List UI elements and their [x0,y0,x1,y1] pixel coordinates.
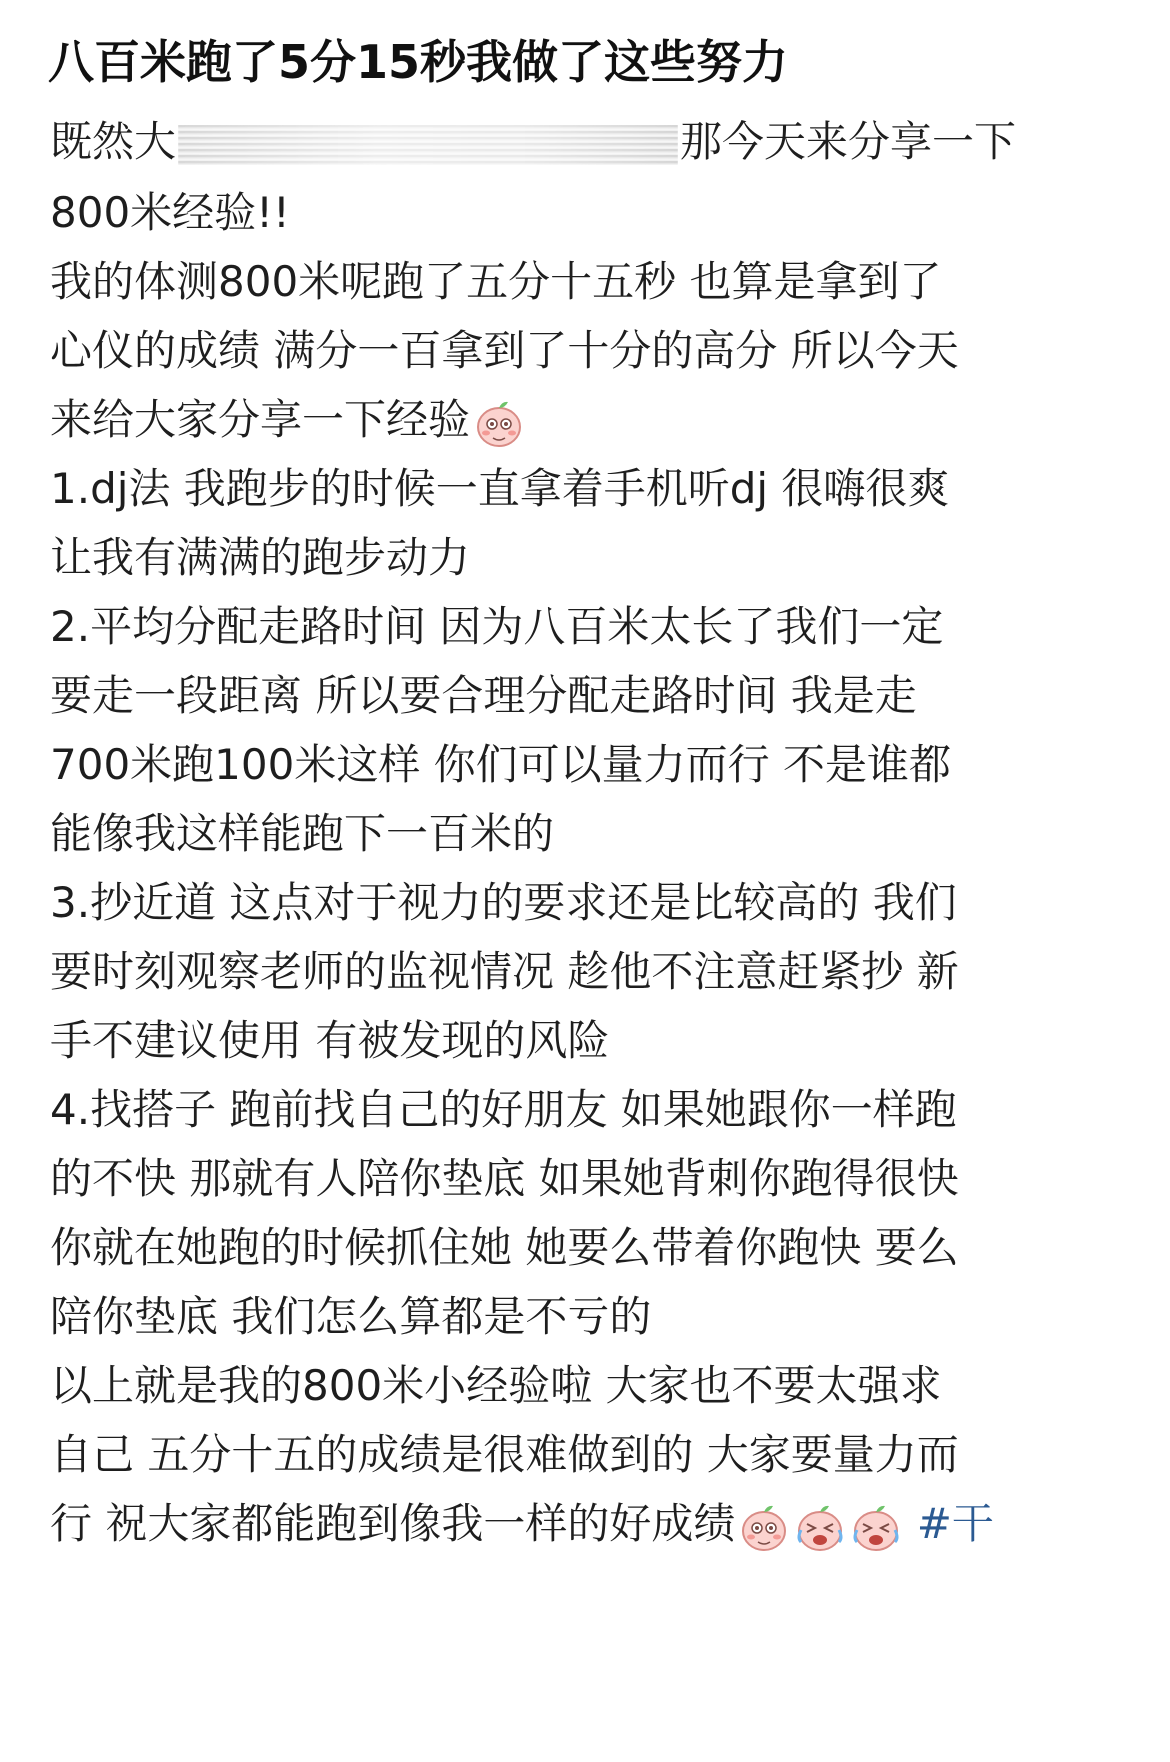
shy-peach-emoji-icon [472,396,526,450]
post-line-13: 要时刻观察老师的监视情况 趁他不注意赶紧抄 新 [50,947,959,996]
post-line-12: 3.抄近道 这点对于视力的要求还是比较高的 我们 [50,878,957,927]
post-line-9: 要走一段距离 所以要合理分配走路时间 我是走 [50,671,917,720]
line-21-text: 行 祝大家都能跑到像我一样的好成绩 [50,1499,736,1548]
post-line-1 [50,112,1016,172]
post-line-4: 心仪的成绩 满分一百拿到了十分的高分 所以今天 [50,326,959,375]
post-line-18: 陪你垫底 我们怎么算都是不亏的 [50,1292,652,1341]
line-1-end: 那今天来分享一下 [680,117,1017,166]
post-line-16: 的不快 那就有人陪你垫底 如果她背刺你跑得很快 [50,1154,959,1203]
post-line-10: 700米跑100米这样 你们可以量力而行 不是谁都 [50,740,952,789]
post-line-19: 以上就是我的800米小经验啦 大家也不要太强求 [50,1361,942,1410]
post-line-14: 手不建议使用 有被发现的风险 [50,1016,610,1065]
line-1-start: 既然大 [50,117,177,166]
post-line-20: 自己 五分十五的成绩是很难做到的 大家要量力而 [50,1430,959,1479]
post-line-21 [50,1494,994,1554]
shy-peach-emoji-icon [737,1500,791,1554]
post-title: 八百米跑了5分15秒我做了这些努力 [48,35,789,89]
post-line-15: 4.找搭子 跑前找自己的好朋友 如果她跟你一样跑 [50,1085,957,1134]
crying-peach-emoji-icon [849,1500,903,1554]
redacted-blur [178,125,678,165]
post-line-8: 2.平均分配走路时间 因为八百米太长了我们一定 [50,602,944,651]
post-line-6: 1.dj法 我跑步的时候一直拿着手机听dj 很嗨很爽 [50,464,950,513]
line-5-text: 来给大家分享一下经验 [50,395,471,444]
post-line-5 [50,390,526,450]
post-line-7: 让我有满满的跑步动力 [50,533,471,582]
post-line-17: 你就在她跑的时候抓住她 她要么带着你跑快 要么 [50,1223,959,1272]
crying-peach-emoji-icon [793,1500,847,1554]
post-line-2: 800米经验!! [50,188,290,237]
post-line-11: 能像我这样能跑下一百米的 [50,809,555,858]
post-line-3: 我的体测800米呢跑了五分十五秒 也算是拿到了 [50,257,942,306]
hashtag-link[interactable]: #干 [916,1499,994,1548]
